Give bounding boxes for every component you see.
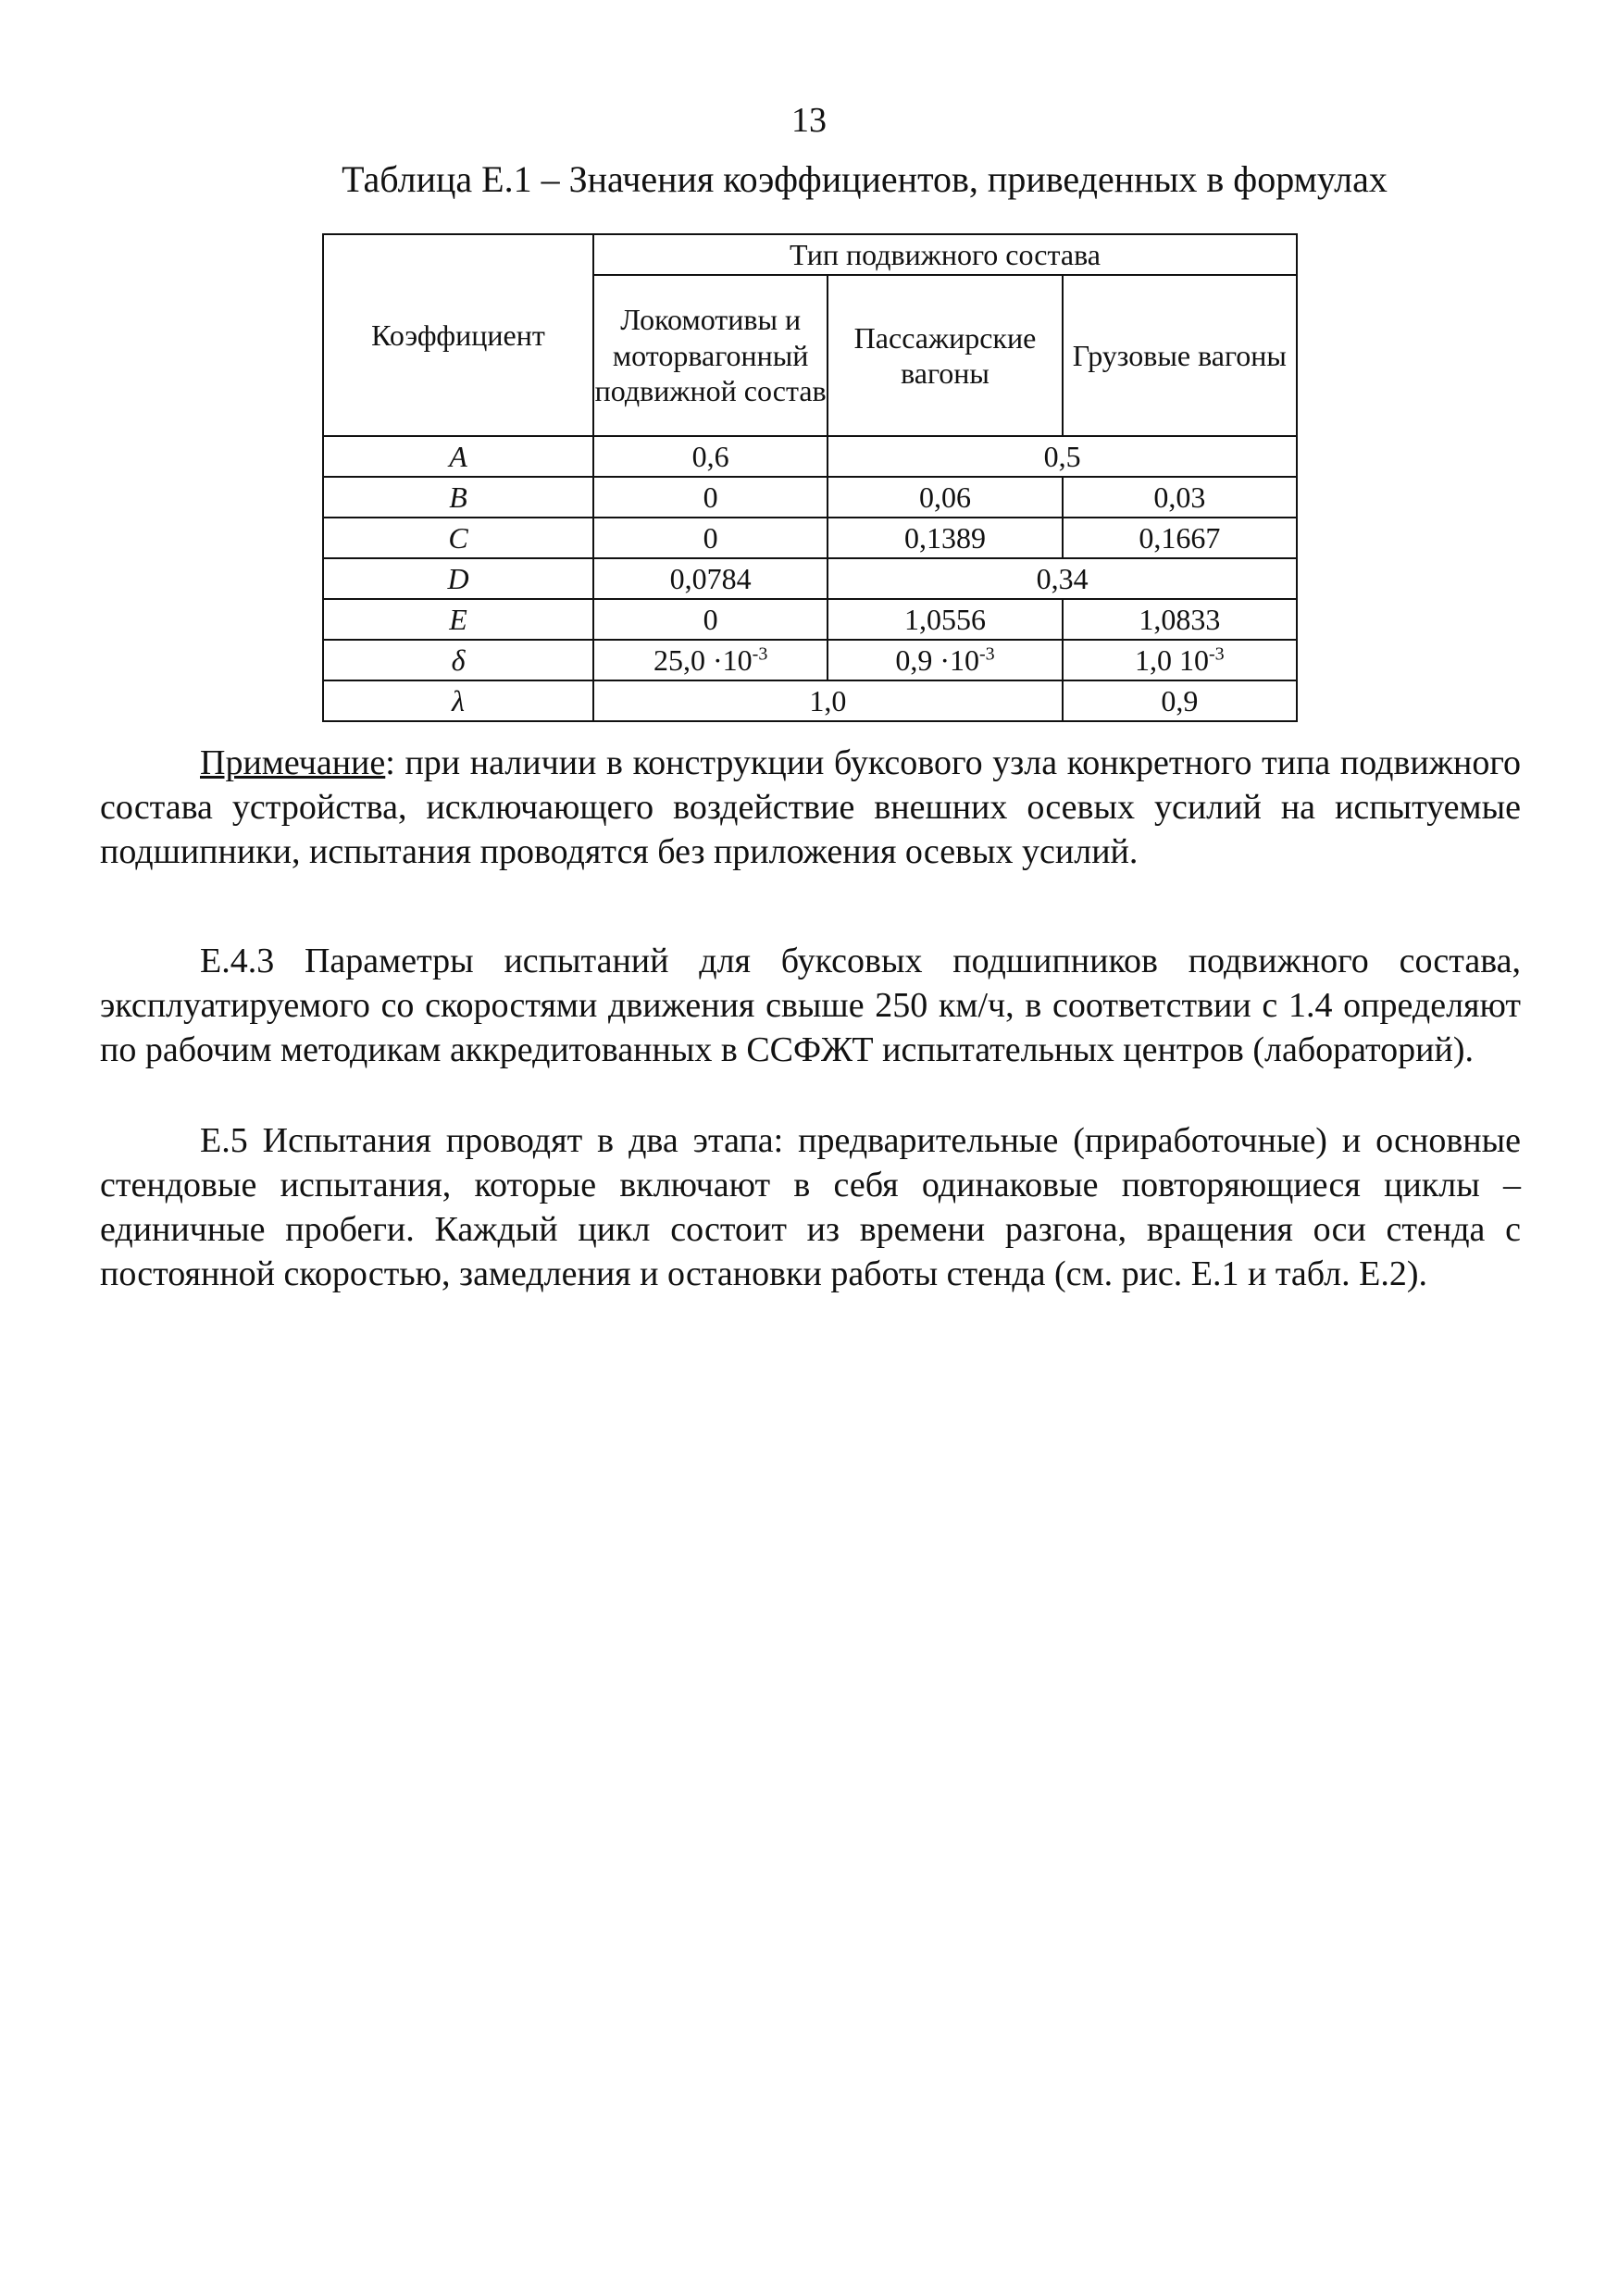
cell-loco: 0 — [593, 599, 828, 640]
table-row — [323, 436, 1297, 477]
note-paragraph — [100, 741, 1521, 874]
cell-loco: 0,6 — [593, 436, 828, 477]
cell-loco-base: 25,0 ·10 — [653, 643, 753, 677]
cell-loco-pass: 1,0 — [593, 680, 1063, 721]
table-row — [323, 518, 1297, 558]
row-symbol: C — [323, 518, 593, 558]
cell-loco: 0,0784 — [593, 558, 828, 599]
cell-loco: 0 — [593, 518, 828, 558]
table-row — [323, 477, 1297, 518]
cell-freight: 0,03 — [1063, 477, 1297, 518]
header-freight-cars: Грузовые вагоны — [1063, 275, 1297, 436]
note-body: : при наличии в конструкции буксового узла конкретного типа подвижного состава устройства, исключающего воздействие внешних осевых усилий на испытуемые подшипники, испытания проводятся без приложения осевых усилий. — [100, 743, 1521, 871]
cell-pass-freight: 0,5 — [828, 436, 1297, 477]
table-row — [323, 558, 1297, 599]
cell-pass: 0,06 — [828, 477, 1062, 518]
row-symbol: D — [323, 558, 593, 599]
cell-freight-exponent: -3 — [1208, 643, 1225, 665]
cell-pass-exponent: -3 — [978, 643, 995, 665]
cell-pass: 1,0556 — [828, 599, 1062, 640]
table-row — [323, 680, 1297, 721]
header-rolling-stock-type: Тип подвижного состава — [593, 234, 1297, 275]
paragraph-e43 — [100, 939, 1521, 1072]
cell-freight — [1063, 640, 1297, 680]
page-number: 13 — [791, 101, 827, 140]
header-locomotives: Локомотивы и моторвагонный подвижной состав — [593, 275, 828, 436]
cell-loco: 0 — [593, 477, 828, 518]
table-row — [323, 640, 1297, 680]
cell-freight-base: 1,0 10 — [1134, 643, 1209, 677]
cell-loco-exponent: -3 — [752, 643, 768, 665]
table-title: Таблица Е.1 – Значения коэффициентов, приведенных в формулах — [342, 158, 1388, 200]
paragraph-e43-text: Е.4.3 Параметры испытаний для буксовых подшипников подвижного состава, эксплуатируемого со скоростями движения свыше 250 км/ч, в соответствии с 1.4 определяют по рабочим методикам аккредитованных в ССФЖТ испытательных центров (лабораторий). — [100, 942, 1521, 1069]
table-row — [323, 599, 1297, 640]
row-symbol: E — [323, 599, 593, 640]
note-text — [100, 741, 1521, 874]
row-symbol: δ — [323, 640, 593, 680]
row-symbol: λ — [323, 680, 593, 721]
cell-freight: 0,1667 — [1063, 518, 1297, 558]
cell-freight: 0,9 — [1063, 680, 1297, 721]
cell-pass-base: 0,9 ·10 — [895, 643, 979, 677]
header-passenger-cars: Пассажирские вагоны — [828, 275, 1062, 436]
cell-pass-freight: 0,34 — [828, 558, 1297, 599]
coefficients-table — [322, 233, 1298, 722]
paragraph-e5-text: Е.5 Испытания проводят в два этапа: предварительные (приработочные) и основные стендовые испытания, которые включают в себя одинаковые повторяющиеся циклы – единичные пробеги. Каждый цикл состоит из времени разгона, вращения оси стенда с постоянной скоростью, замедления и остановки работы стенда (см. рис. Е.1 и табл. Е.2). — [100, 1121, 1521, 1293]
table-header-row — [323, 234, 1297, 275]
row-symbol: B — [323, 477, 593, 518]
cell-pass: 0,1389 — [828, 518, 1062, 558]
cell-loco — [593, 640, 828, 680]
note-label: Примечание — [200, 743, 386, 782]
cell-pass — [828, 640, 1062, 680]
paragraph-e5 — [100, 1118, 1521, 1296]
header-coefficient: Коэффициент — [323, 234, 593, 436]
row-symbol: A — [323, 436, 593, 477]
cell-freight: 1,0833 — [1063, 599, 1297, 640]
